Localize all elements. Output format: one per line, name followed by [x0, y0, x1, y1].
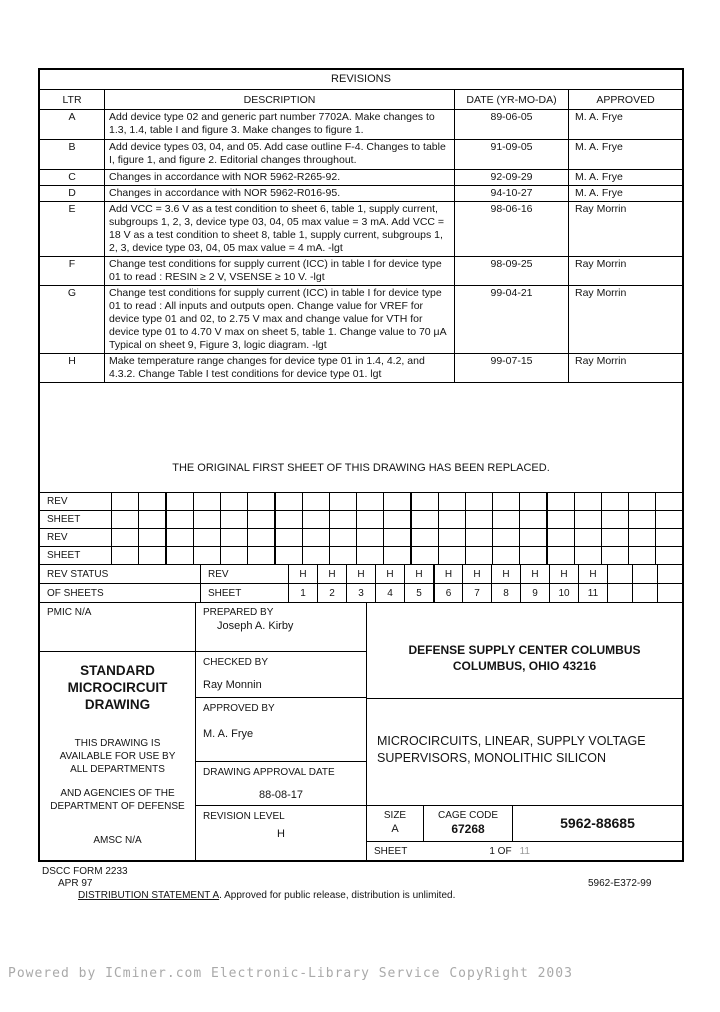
- size-value: A: [391, 823, 399, 835]
- prepared-by-cell: [196, 602, 366, 652]
- grid-cell: [138, 493, 165, 510]
- grid-cell: [220, 511, 247, 528]
- cage-code-value: 67268: [451, 822, 485, 836]
- size-label: SIZE: [383, 810, 407, 821]
- grid-cell: [356, 547, 383, 564]
- revision-level-cell: [196, 806, 366, 860]
- revision-row: [40, 186, 682, 202]
- agency-line1: DEFENSE SUPPLY CENTER COLUMBUS: [408, 643, 641, 657]
- title-block: [40, 602, 682, 860]
- watermark: Powered by ICminer.com Electronic-Library Service CopyRight 2003: [8, 966, 573, 981]
- grid-cell: [465, 493, 492, 510]
- revision-row: [40, 202, 682, 257]
- approval-date-label: DRAWING APPROVAL DATE: [203, 767, 335, 778]
- approval-date-value: 88-08-17: [258, 789, 304, 801]
- revision-approved: Ray Morrin: [568, 202, 682, 256]
- smd-title: STANDARD MICROCIRCUIT DRAWING: [67, 663, 168, 712]
- size-cell: [367, 806, 424, 841]
- revision-date: 94-10-27: [454, 186, 568, 201]
- grid-cell: [111, 493, 138, 510]
- grid-status-row: [40, 565, 682, 584]
- grid-cell: [193, 511, 220, 528]
- grid-cell: [546, 547, 574, 564]
- revision-description: Change test conditions for supply current (ICC) in table I for device type 01 to read : RESIN ≥ 2 V, VSENSE ≥ 10 V. -lgt: [104, 257, 454, 285]
- grid-value-cell: 2: [317, 584, 346, 602]
- grid-cell: [220, 547, 247, 564]
- smd-cell: [40, 652, 195, 860]
- grid-cell: [274, 547, 302, 564]
- grid-cell: [601, 511, 628, 528]
- size-row: [367, 806, 682, 842]
- revision-description: Changes in accordance with NOR 5962-R016-95.: [104, 186, 454, 201]
- grid-value-cell: 6: [433, 584, 462, 602]
- grid-cell: [111, 529, 138, 546]
- grid-cell: [601, 493, 628, 510]
- grid-cell: [601, 547, 628, 564]
- grid-cell: [138, 511, 165, 528]
- grid-cell: [438, 493, 465, 510]
- grid-cell: [138, 529, 165, 546]
- grid-row: [40, 493, 682, 511]
- sheet-label: SHEET: [374, 846, 408, 857]
- grid-value-cell: 3: [346, 584, 375, 602]
- grid-cell: [274, 511, 302, 528]
- grid-cell: [193, 529, 220, 546]
- form-number: DSCC FORM 2233: [42, 866, 128, 877]
- distribution-statement-text: . Approved for public release, distribution is unlimited.: [219, 890, 456, 901]
- grid-cell: [655, 529, 682, 546]
- revision-description: Change test conditions for supply current (ICC) in table I for device type 01 to read : All inputs and outputs open. Change value for VREF for device type 01 and 02, to 2.75 V max and change value for VTH for device type 01 to 4.70 V max on sheet 5, table 1. Change value to 70 μA Typical on sheet 9, Figure 3, logic diagram. -lgt: [104, 286, 454, 353]
- agencies-text: AND AGENCIES OF THE DEPARTMENT OF DEFENSE: [50, 788, 185, 812]
- document-title: MICROCIRCUITS, LINEAR, SUPPLY VOLTAGE SUPERVISORS, MONOLITHIC SILICON: [367, 699, 682, 806]
- rev-status-grid: [40, 492, 682, 603]
- revision-row: [40, 140, 682, 170]
- grid-cell: [329, 511, 356, 528]
- grid-value-cell: H: [317, 565, 346, 583]
- grid-cell: [356, 529, 383, 546]
- checked-by-label: CHECKED BY: [203, 657, 269, 668]
- drawing-frame: [38, 68, 684, 862]
- grid-empty-cell: [657, 565, 682, 583]
- grid-row-label: REV: [47, 532, 68, 543]
- revisions-header-row: [40, 90, 682, 110]
- grid-cell: [165, 511, 193, 528]
- revision-level-value: H: [277, 828, 285, 840]
- revision-ltr: G: [67, 287, 77, 299]
- grid-value-cell: H: [288, 565, 317, 583]
- grid-cell: [329, 493, 356, 510]
- sheet-total: 11: [519, 846, 530, 857]
- grid-cell: [519, 493, 546, 510]
- grid-value-cell: H: [520, 565, 549, 583]
- grid-cell: [574, 493, 601, 510]
- revision-approved: M. A. Frye: [568, 170, 682, 185]
- grid-cell: [628, 511, 655, 528]
- grid-row: [40, 511, 682, 529]
- revision-approved: M. A. Frye: [568, 110, 682, 139]
- grid-cell: [628, 547, 655, 564]
- grid-cell: [247, 547, 274, 564]
- grid-value-cell: 9: [520, 584, 549, 602]
- grid-value-cell: 8: [491, 584, 520, 602]
- grid-cell: [601, 529, 628, 546]
- grid-cell: [247, 511, 274, 528]
- grid-value-cell: 10: [549, 584, 578, 602]
- document-reference: 5962-E372-99: [588, 878, 652, 889]
- revision-date: 98-09-25: [454, 257, 568, 285]
- revision-ltr: A: [68, 111, 76, 123]
- revision-ltr: E: [68, 203, 76, 215]
- prepared-by-value: Joseph A. Kirby: [217, 620, 294, 632]
- revision-ltr: D: [68, 187, 76, 199]
- grid-cell: [492, 493, 519, 510]
- revision-date: 89-06-05: [454, 110, 568, 139]
- grid-sub-label: REV: [200, 565, 288, 583]
- grid-cell: [410, 493, 438, 510]
- approved-by-value: M. A. Frye: [203, 728, 254, 740]
- grid-sub-label: SHEET: [200, 584, 288, 602]
- header-ltr: LTR: [62, 94, 82, 106]
- grid-cell: [492, 529, 519, 546]
- grid-cell: [574, 529, 601, 546]
- approved-by-label: APPROVED BY: [203, 703, 275, 714]
- grid-cell: [302, 529, 329, 546]
- grid-cell: [655, 493, 682, 510]
- grid-cell: [193, 547, 220, 564]
- grid-cell: [438, 511, 465, 528]
- checked-by-cell: [196, 652, 366, 698]
- revision-approved: Ray Morrin: [568, 286, 682, 353]
- grid-cell: [138, 547, 165, 564]
- revision-date: 99-04-21: [454, 286, 568, 353]
- amsc-text: AMSC N/A: [93, 835, 142, 846]
- prepared-by-label: PREPARED BY: [203, 607, 274, 618]
- grid-status-row: [40, 584, 682, 603]
- grid-cell: [492, 511, 519, 528]
- pmic-cell: PMIC N/A: [40, 602, 195, 652]
- revision-level-label: REVISION LEVEL: [203, 811, 285, 822]
- title-block-middle-column: [196, 602, 367, 860]
- grid-cell: [220, 529, 247, 546]
- grid-cell: [655, 547, 682, 564]
- grid-row-label: SHEET: [47, 514, 81, 525]
- grid-cell: [274, 493, 302, 510]
- distribution-statement: [78, 890, 455, 901]
- grid-cell: [410, 547, 438, 564]
- grid-value-cell: 4: [375, 584, 404, 602]
- grid-cell: [628, 529, 655, 546]
- grid-cell: [220, 493, 247, 510]
- revision-description: Add VCC = 3.6 V as a test condition to sheet 6, table 1, supply current, subgroups 1, 2, 3, device type 03, 04, 05 max value = 3 mA. Add VCC = 18 V as a test condition to sheet 8, table 1, supply current, subgroups 1, 2, 3, device type 03, 04, 05 max value = 4 mA. -lgt: [104, 202, 454, 256]
- revision-approved: Ray Morrin: [568, 257, 682, 285]
- grid-cell: [383, 547, 410, 564]
- grid-value-cell: H: [462, 565, 491, 583]
- header-date: DATE (YR-MO-DA): [454, 90, 568, 109]
- grid-cell: [302, 493, 329, 510]
- grid-cell: [546, 529, 574, 546]
- grid-cell: [655, 511, 682, 528]
- approved-by-cell: [196, 698, 366, 762]
- grid-cell: [111, 511, 138, 528]
- grid-row: [40, 547, 682, 565]
- grid-cell: [465, 511, 492, 528]
- revision-date: 91-09-05: [454, 140, 568, 169]
- grid-status-label: OF SHEETS: [47, 588, 104, 599]
- grid-cell: [247, 493, 274, 510]
- grid-value-cell: 11: [578, 584, 607, 602]
- title-block-right-column: [367, 602, 682, 860]
- revisions-body: [40, 110, 682, 383]
- revision-ltr: H: [68, 355, 76, 367]
- revision-date: 98-06-16: [454, 202, 568, 256]
- approval-date-cell: [196, 762, 366, 806]
- grid-value-cell: H: [375, 565, 404, 583]
- grid-empty-cell: [632, 565, 657, 583]
- grid-empty-cell: [632, 584, 657, 602]
- revision-description: Changes in accordance with NOR 5962-R265-92.: [104, 170, 454, 185]
- grid-cell: [519, 511, 546, 528]
- checked-by-value: Ray Monnin: [203, 679, 262, 691]
- grid-cell: [519, 529, 546, 546]
- grid-value-cell: H: [491, 565, 520, 583]
- grid-value-cell: H: [578, 565, 607, 583]
- grid-cell: [165, 529, 193, 546]
- grid-value-cell: H: [404, 565, 433, 583]
- form-date: APR 97: [58, 878, 93, 889]
- grid-cell: [465, 547, 492, 564]
- agency-line2: COLUMBUS, OHIO 43216: [452, 659, 597, 673]
- revision-row: [40, 170, 682, 186]
- grid-empty-cell: [607, 565, 632, 583]
- cage-code-label: CAGE CODE: [437, 810, 498, 821]
- revisions-title: REVISIONS: [40, 70, 682, 90]
- grid-cell: [274, 529, 302, 546]
- grid-row: [40, 529, 682, 547]
- revision-approved: Ray Morrin: [568, 354, 682, 382]
- grid-row-label: REV: [47, 496, 68, 507]
- grid-row-label: SHEET: [47, 550, 81, 561]
- grid-cell: [438, 547, 465, 564]
- grid-cell: [410, 511, 438, 528]
- header-description: DESCRIPTION: [104, 90, 454, 109]
- grid-cell: [383, 511, 410, 528]
- grid-status-label: REV STATUS: [47, 569, 109, 580]
- revision-description: Make temperature range changes for device type 01 in 1.4, 4.2, and 4.3.2. Change Table I test conditions for device type 01. lgt: [104, 354, 454, 382]
- grid-value-cell: H: [346, 565, 375, 583]
- grid-value-cell: 5: [404, 584, 433, 602]
- grid-value-cell: H: [549, 565, 578, 583]
- title-block-left-column: [40, 602, 196, 860]
- grid-cell: [574, 547, 601, 564]
- grid-cell: [329, 547, 356, 564]
- grid-cell: [383, 529, 410, 546]
- replacement-notice: THE ORIGINAL FIRST SHEET OF THIS DRAWING HAS BEEN REPLACED.: [172, 462, 550, 474]
- grid-cell: [193, 493, 220, 510]
- sheet-value: 1 OF: [489, 846, 512, 857]
- revision-date: 92-09-29: [454, 170, 568, 185]
- revision-row: [40, 286, 682, 354]
- revision-row: [40, 257, 682, 286]
- cage-code-cell: [424, 806, 513, 841]
- smd-number: 5962-88685: [560, 815, 635, 831]
- revision-row: [40, 110, 682, 140]
- grid-cell: [383, 493, 410, 510]
- revision-ltr: B: [68, 141, 76, 153]
- distribution-statement-label: DISTRIBUTION STATEMENT A: [78, 890, 220, 901]
- grid-cell: [465, 529, 492, 546]
- grid-cell: [574, 511, 601, 528]
- grid-cell: [111, 547, 138, 564]
- grid-empty-cell: [657, 584, 682, 602]
- availability-text: THIS DRAWING IS AVAILABLE FOR USE BY ALL DEPARTMENTS: [59, 738, 176, 775]
- grid-empty-cell: [607, 584, 632, 602]
- grid-value-cell: H: [433, 565, 462, 583]
- grid-cell: [438, 529, 465, 546]
- revision-ltr: F: [68, 258, 76, 270]
- revision-date: 99-07-15: [454, 354, 568, 382]
- grid-cell: [165, 493, 193, 510]
- grid-cell: [519, 547, 546, 564]
- revision-row: [40, 354, 682, 383]
- revision-description: Add device type 02 and generic part number 7702A. Make changes to 1.3, 1.4, table I and figure 3. Make changes to figure 1.: [104, 110, 454, 139]
- revision-ltr: C: [68, 171, 76, 183]
- revision-description: Add device types 03, 04, and 05. Add case outline F-4. Changes to table I, figure 1, and figure 2. Editorial changes throughout.: [104, 140, 454, 169]
- grid-cell: [492, 547, 519, 564]
- revision-approved: M. A. Frye: [568, 140, 682, 169]
- grid-cell: [247, 529, 274, 546]
- sheet-row: [367, 842, 682, 860]
- grid-value-cell: 1: [288, 584, 317, 602]
- grid-cell: [329, 529, 356, 546]
- grid-value-cell: 7: [462, 584, 491, 602]
- revision-approved: M. A. Frye: [568, 186, 682, 201]
- grid-cell: [302, 547, 329, 564]
- grid-cell: [165, 547, 193, 564]
- grid-cell: [546, 511, 574, 528]
- grid-cell: [628, 493, 655, 510]
- grid-cell: [302, 511, 329, 528]
- header-approved: APPROVED: [568, 90, 682, 109]
- grid-cell: [356, 511, 383, 528]
- agency-cell: [367, 602, 682, 699]
- grid-cell: [356, 493, 383, 510]
- grid-cell: [410, 529, 438, 546]
- grid-cell: [546, 493, 574, 510]
